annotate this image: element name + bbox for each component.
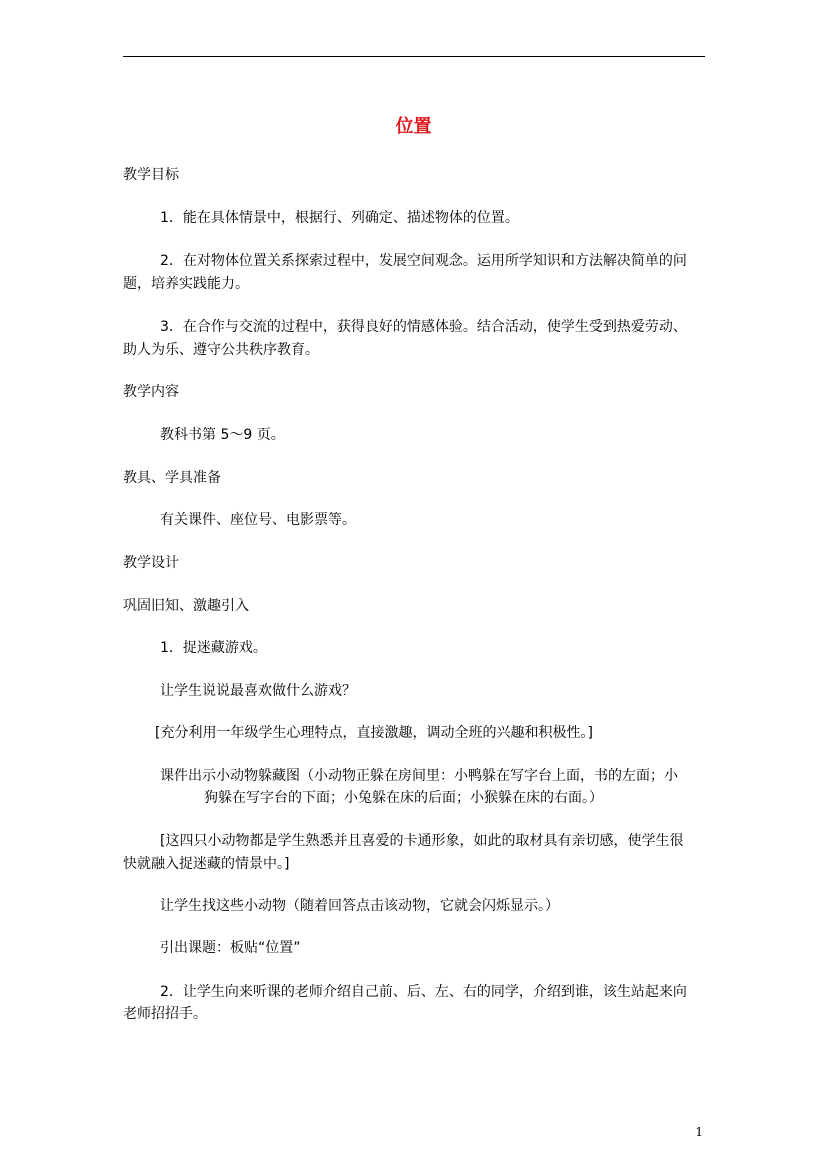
goal-3-line-2: 助人为乐、遵守公共秩序教育。 [123,342,319,358]
tools-heading: 教具、学具准备 [123,470,221,486]
page-number: 1 [695,1125,703,1139]
note-2-line-2: 快就融入捉迷藏的情景中。] [123,856,290,872]
design-heading: 教学设计 [123,555,179,571]
tools-text: 有关课件、座位号、电影票等。 [160,512,356,528]
note-2-line-1: [这四只小动物都是学生熟悉并且喜爱的卡通形象，如此的取材具有亲切感，使学生很 [160,833,684,849]
ask-game: 让学生说说最喜欢做什么游戏？ [160,683,356,699]
goal-2-line-1: 2．在对物体位置关系探索过程中，发展空间观念。运用所学知识和方法解决简单的问 [160,253,687,269]
step-2-line-1: 2．让学生向来听课的老师介绍自己前、后、左、右的同学，介绍到谁，该生站起来向 [160,984,687,1000]
goal-1: 1．能在具体情景中，根据行、列确定、描述物体的位置。 [160,210,519,226]
topic: 引出课题：板贴“位置” [160,940,301,956]
courseware-line-2: 狗躲在写字台的下面；小兔躲在床的后面；小猴躲在床的右面。） [204,790,603,806]
header-rule [123,56,705,57]
find-animals: 让学生找这些小动物（随着回答点击该动物，它就会闪烁显示。） [160,898,559,914]
courseware-line-1: 课件出示小动物躲藏图（小动物正躲在房间里：小鸭躲在写字台上面，书的左面；小 [160,768,678,784]
note-1: [充分利用一年级学生心理特点，直接激趣，调动全班的兴趣和积极性。] [155,725,593,741]
content-text: 教科书第 5～9 页。 [160,427,285,443]
intro-heading: 巩固旧知、激趣引入 [123,598,249,614]
step-1: 1．捉迷藏游戏。 [160,640,267,656]
content-heading: 教学内容 [123,384,179,400]
step-2-line-2: 老师招招手。 [123,1006,207,1022]
goals-heading: 教学目标 [123,167,179,183]
goal-3-line-1: 3．在合作与交流的过程中，获得良好的情感体验。结合活动，使学生受到热爱劳动、 [160,319,687,335]
document-title: 位置 [395,116,432,137]
goal-2-line-2: 题，培养实践能力。 [123,276,249,292]
